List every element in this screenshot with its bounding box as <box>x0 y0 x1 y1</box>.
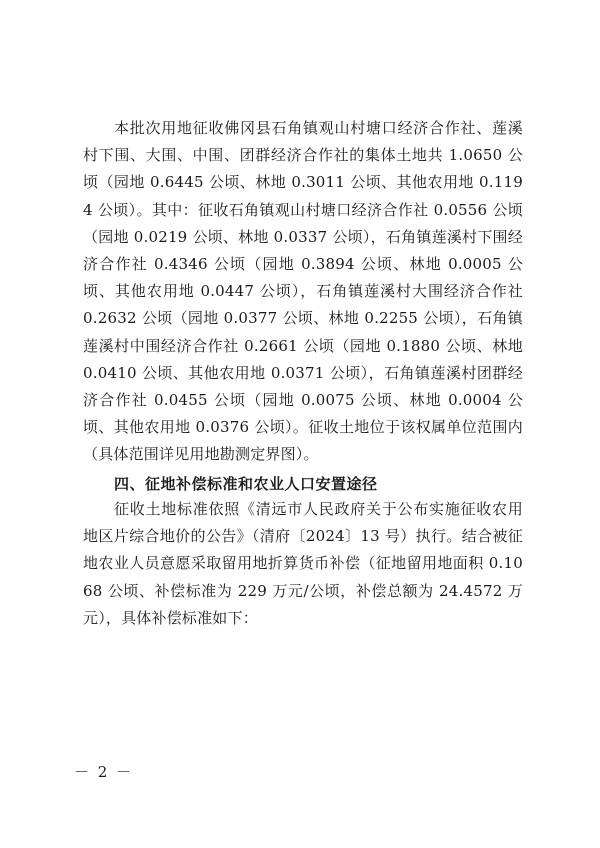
page-number: － 2 － <box>74 763 134 781</box>
compensation-standard-paragraph: 征收土地标准依照《清远市人民政府关于公布实施征收农用地区片综合地价的公告》（清府〔2024〕13 号）执行。结合被征地农业人员意愿采取留用地折算货币补偿（征地留用地面积 0.1068 公顷、补偿标准为 229 万元/公顷，补偿总额为 24.4572 万元），具体补偿标准如下： <box>83 500 523 627</box>
section-heading: 四、征地补偿标准和农业人口安置途径 <box>114 475 378 493</box>
land-acquisition-paragraph: 本批次用地征收佛冈县石角镇观山村塘口经济合作社、莲溪村下围、大围、中围、团群经济合作社的集体土地共 1.0650 公顷（园地 0.6445 公顷、林地 0.3011 公顷、其他农用地 0.1194 公顷）。其中：征收石角镇观山村塘口经济合作社 0.0556 公顷（园地 0.0219 公顷、林地 0.0337 公顷），石角镇莲溪村下围经济合作社 0.4346 公顷（园地 0.3894 公顷、林地 0.0005 公顷、其他农用地 0.0447 公顷），石角镇莲溪村大围经济合作社 0.2632 公顷（园地 0.0377 公顷、林地 0.2255 公顷），石角镇莲溪村中围经济合作社 0.2661 公顷（园地 0.1880 公顷、林地 0.0410 公顷、其他农用地 0.0371 公顷），石角镇莲溪村团群经济合作社 0.0455 公顷（园地 0.0075 公顷、林地 0.0004 公顷、其他农用地 0.0376 公顷）。征收土地位于该权属单位范围内（具体范围详见用地勘测定界图）。 <box>83 119 523 464</box>
